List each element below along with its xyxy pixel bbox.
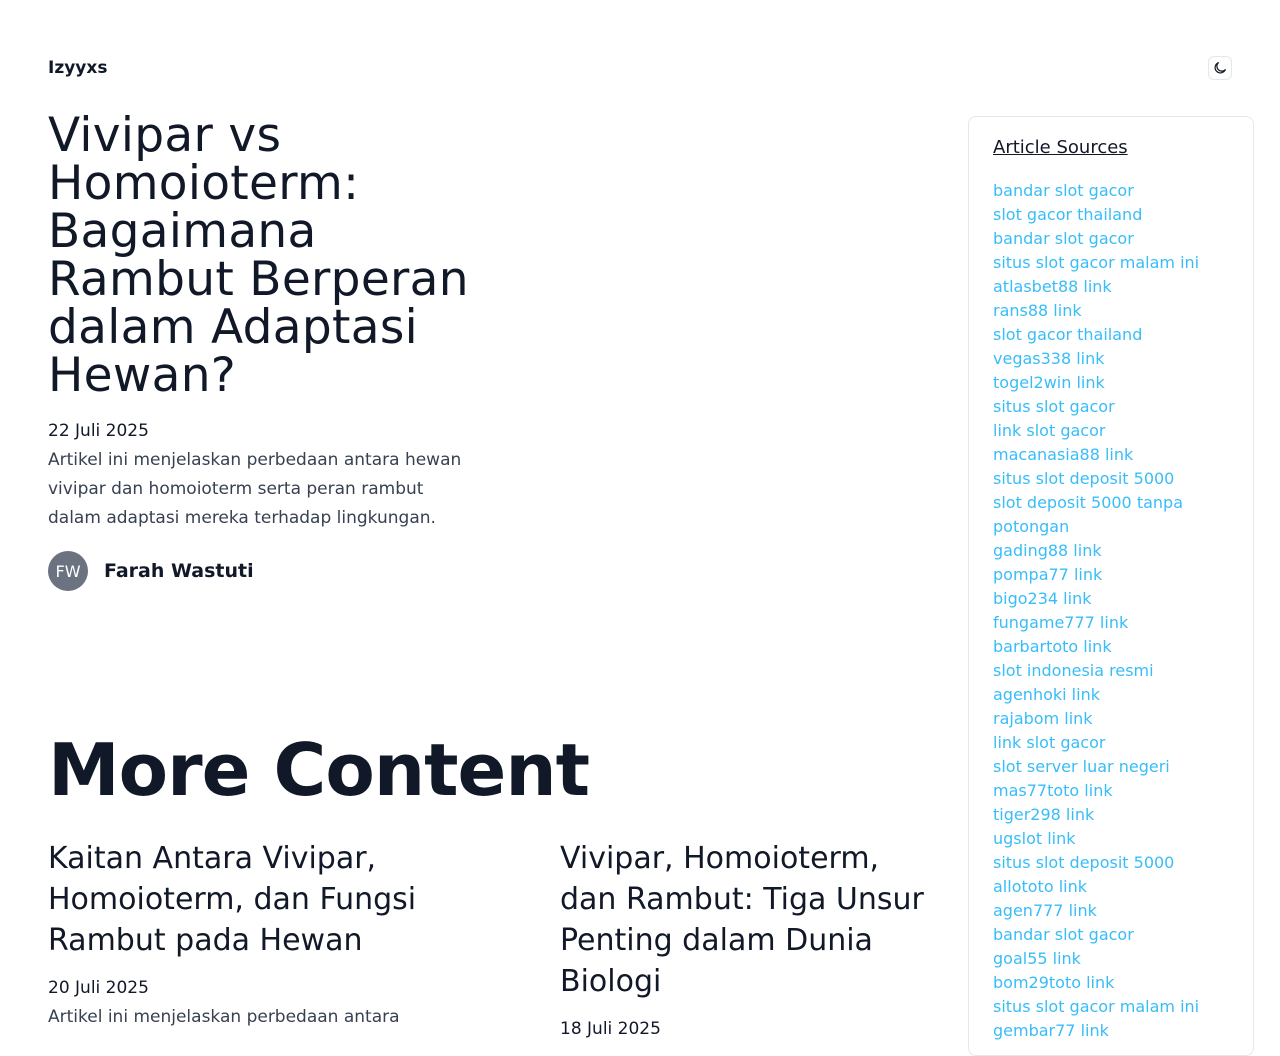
- list-item: [993, 1019, 1229, 1043]
- source-link[interactable]: bom29toto link: [993, 973, 1115, 992]
- source-link[interactable]: vegas338 link: [993, 349, 1105, 368]
- article-sources-sidebar: [968, 116, 1254, 1056]
- source-link[interactable]: link slot gacor: [993, 733, 1106, 752]
- list-item: [993, 995, 1229, 1019]
- source-link[interactable]: situs slot deposit 5000: [993, 469, 1175, 488]
- list-item: [993, 875, 1229, 899]
- source-link[interactable]: allototo link: [993, 877, 1087, 896]
- author-name[interactable]: Farah Wastuti: [104, 560, 254, 582]
- list-item: [993, 227, 1229, 251]
- source-link[interactable]: slot server luar negeri: [993, 757, 1170, 776]
- article-card: [48, 838, 468, 1032]
- featured-article-date: 22 Juli 2025: [48, 421, 149, 441]
- source-link[interactable]: agen777 link: [993, 901, 1097, 920]
- list-item: [993, 371, 1229, 395]
- list-item: [993, 707, 1229, 731]
- source-link[interactable]: bandar slot gacor: [993, 229, 1134, 248]
- source-link[interactable]: bigo234 link: [993, 589, 1092, 608]
- list-item: [993, 539, 1229, 563]
- list-item: [993, 971, 1229, 995]
- site-name-link[interactable]: Izyyxs: [48, 58, 108, 78]
- source-link[interactable]: tiger298 link: [993, 805, 1095, 824]
- list-item: [993, 851, 1229, 875]
- source-link[interactable]: barbartoto link: [993, 637, 1112, 656]
- source-link[interactable]: situs slot gacor: [993, 397, 1115, 416]
- source-link[interactable]: ugslot link: [993, 829, 1076, 848]
- article-card-date: 20 Juli 2025: [48, 978, 149, 998]
- featured-article-title[interactable]: Vivipar vs Homoioterm: Bagaimana Rambut Berperan dalam Adaptasi Hewan?: [48, 108, 469, 403]
- source-link[interactable]: bandar slot gacor: [993, 925, 1134, 944]
- source-link[interactable]: mas77toto link: [993, 781, 1113, 800]
- source-link[interactable]: slot indonesia resmi: [993, 661, 1154, 680]
- source-link[interactable]: bandar slot gacor: [993, 181, 1134, 200]
- source-link[interactable]: situs slot gacor malam ini: [993, 253, 1200, 272]
- source-link[interactable]: macanasia88 link: [993, 445, 1134, 464]
- list-item: [993, 827, 1229, 851]
- list-item: [993, 395, 1229, 419]
- source-link[interactable]: gading88 link: [993, 541, 1102, 560]
- more-content-heading: More Content: [48, 728, 590, 812]
- article-card-title[interactable]: Kaitan Antara Vivipar, Homoioterm, dan Fungsi Rambut pada Hewan: [48, 841, 417, 958]
- list-item: [993, 683, 1229, 707]
- source-link[interactable]: link slot gacor: [993, 421, 1106, 440]
- source-link[interactable]: agenhoki link: [993, 685, 1100, 704]
- article-card-date: 18 Juli 2025: [560, 1019, 661, 1039]
- list-item: [993, 323, 1229, 347]
- list-item: [993, 947, 1229, 971]
- source-link[interactable]: pompa77 link: [993, 565, 1103, 584]
- list-item: [993, 803, 1229, 827]
- list-item: [993, 659, 1229, 683]
- list-item: [993, 587, 1229, 611]
- source-link[interactable]: rajabom link: [993, 709, 1093, 728]
- list-item: [993, 251, 1229, 275]
- list-item: [993, 419, 1229, 443]
- source-link[interactable]: slot gacor thailand: [993, 205, 1143, 224]
- featured-article-excerpt: Artikel ini menjelaskan perbedaan antara hewan vivipar dan homoioterm serta peran rambut dalam adaptasi mereka terhadap lingkungan.: [48, 450, 462, 528]
- source-link[interactable]: fungame777 link: [993, 613, 1129, 632]
- article-card: [560, 838, 940, 1044]
- source-link[interactable]: gembar77 link: [993, 1021, 1109, 1040]
- featured-article: [48, 108, 488, 591]
- source-link[interactable]: atlasbet88 link: [993, 277, 1112, 296]
- source-link[interactable]: situs slot deposit 5000: [993, 853, 1175, 872]
- article-card-excerpt: Artikel ini menjelaskan perbedaan antara: [48, 1007, 400, 1027]
- list-item: [993, 923, 1229, 947]
- article-sources-heading: Article Sources: [993, 137, 1128, 158]
- list-item: [993, 563, 1229, 587]
- avatar: FW: [48, 551, 88, 591]
- list-item: [993, 347, 1229, 371]
- list-item: [993, 635, 1229, 659]
- list-item: [993, 443, 1229, 467]
- source-link[interactable]: slot deposit 5000 tanpa potongan: [993, 493, 1183, 536]
- source-link[interactable]: goal55 link: [993, 949, 1081, 968]
- source-link[interactable]: slot gacor thailand: [993, 325, 1143, 344]
- author-byline: [48, 551, 488, 591]
- moon-icon: [1212, 60, 1228, 76]
- list-item: [993, 203, 1229, 227]
- list-item: [993, 755, 1229, 779]
- source-link[interactable]: rans88 link: [993, 301, 1082, 320]
- list-item: [993, 299, 1229, 323]
- theme-toggle-button[interactable]: [1208, 56, 1232, 80]
- list-item: [993, 491, 1229, 539]
- article-card-title[interactable]: Vivipar, Homoioterm, dan Rambut: Tiga Unsur Penting dalam Dunia Biologi: [560, 841, 924, 999]
- list-item: [993, 275, 1229, 299]
- list-item: [993, 179, 1229, 203]
- source-link[interactable]: togel2win link: [993, 373, 1105, 392]
- list-item: [993, 611, 1229, 635]
- list-item: [993, 779, 1229, 803]
- list-item: [993, 899, 1229, 923]
- list-item: [993, 731, 1229, 755]
- source-link-list: [993, 179, 1229, 1043]
- source-link[interactable]: situs slot gacor malam ini: [993, 997, 1200, 1016]
- list-item: [993, 467, 1229, 491]
